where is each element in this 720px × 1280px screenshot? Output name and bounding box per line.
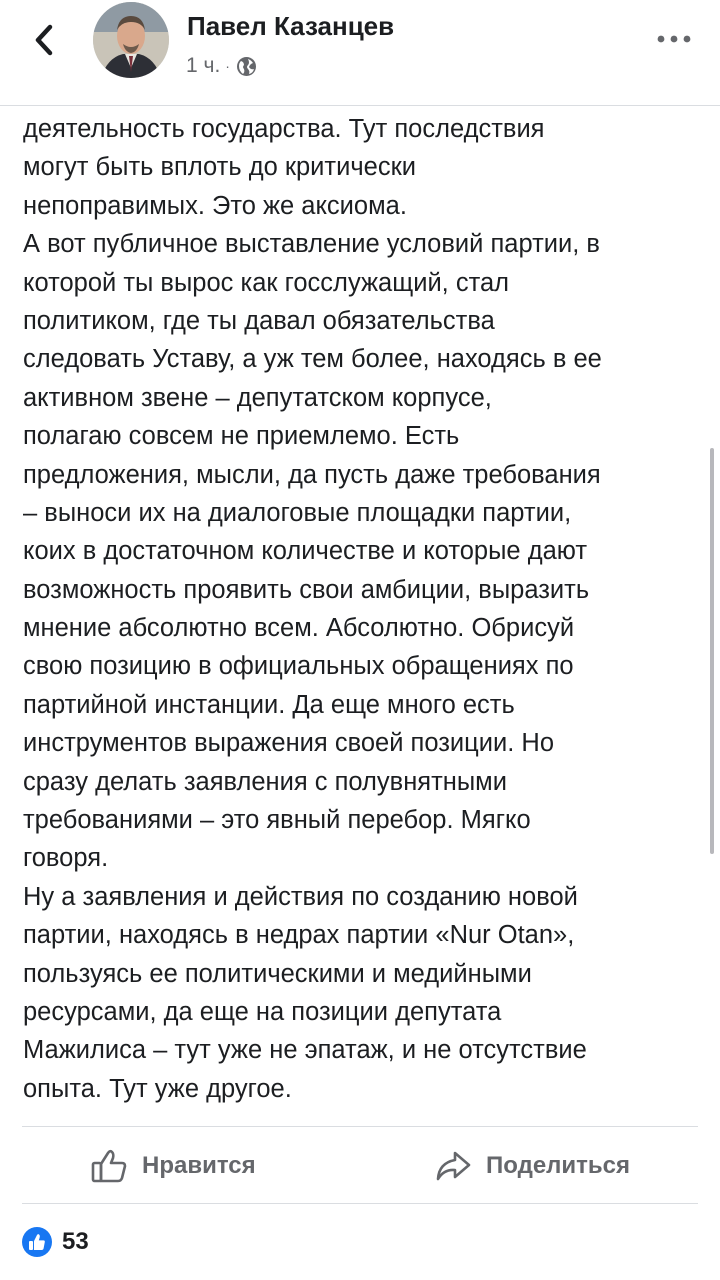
post-text-line: возможность проявить свои амбиции, выразить	[23, 575, 590, 604]
post-text-line: инструментов выражения своей позиции. Но	[23, 729, 555, 758]
more-options-button[interactable]	[654, 28, 694, 50]
post-text-line: требованиями – это явный перебор. Мягко	[23, 806, 531, 835]
post-text	[23, 110, 703, 1108]
post-header	[0, 0, 720, 106]
chevron-left-icon	[30, 22, 60, 58]
share-arrow-icon	[434, 1147, 472, 1185]
globe-icon	[236, 56, 257, 77]
post-text-line: предложения, мысли, да пусть даже требования	[23, 460, 601, 489]
author-avatar[interactable]	[93, 2, 169, 78]
post-text-line: ресурсами, да еще на позиции депутата	[23, 997, 502, 1026]
post-text-line: коих в достаточном количестве и которые дают	[23, 537, 588, 566]
actions-bottom-divider	[22, 1203, 698, 1204]
actions-top-divider	[22, 1126, 698, 1127]
back-button[interactable]	[30, 22, 60, 58]
post-text-line: пользуясь ее политическими и медийными	[23, 959, 532, 988]
post-text-line: – выноси их на диалоговые площадки партии,	[23, 498, 572, 527]
post-text-line: партийной инстанции. Да еще много есть	[23, 690, 515, 719]
post-text-line: партии, находясь в недрах партии «Nur Otan»,	[23, 921, 575, 950]
post-text-line: Мажилиса – тут уже не эпатаж, и не отсутствие	[23, 1036, 587, 1065]
post-text-line: свою позицию в официальных обращениях по	[23, 652, 574, 681]
post-text-line: говоря.	[23, 844, 109, 873]
post-meta	[186, 52, 257, 80]
avatar-image	[93, 2, 169, 78]
like-label: Нравится	[142, 1152, 256, 1179]
post-text-line: следовать Уставу, а уж тем более, находясь в ее	[23, 345, 602, 374]
reaction-count: 53	[62, 1228, 89, 1255]
scrollbar[interactable]	[710, 448, 714, 854]
post-text-line: политиком, где ты давал обязательства	[23, 306, 495, 335]
post-text-line: могут быть вплоть до критически	[23, 153, 416, 182]
post-text-line: сразу делать заявления с полувнятными	[23, 767, 507, 796]
post-time[interactable]: 1 ч.	[186, 54, 221, 77]
post-text-line: Ну а заявления и действия по созданию новой	[23, 882, 578, 911]
post-text-line: активном звене – депутатском корпусе,	[23, 383, 492, 412]
share-button[interactable]	[434, 1140, 630, 1192]
more-horizontal-icon	[654, 28, 694, 50]
author-name[interactable]: Павел Казанцев	[187, 11, 395, 41]
post-text-line: опыта. Тут уже другое.	[23, 1074, 292, 1103]
post-text-line: деятельность государства. Тут последствия	[23, 115, 545, 143]
thumbs-up-icon	[90, 1147, 128, 1185]
post-text-line: полагаю совсем не приемлемо. Есть	[23, 422, 460, 451]
like-button[interactable]	[90, 1140, 256, 1192]
reactions-summary[interactable]	[22, 1224, 89, 1260]
like-reaction-icon	[22, 1227, 52, 1257]
post-text-line: А вот публичное выставление условий партии, в	[23, 230, 600, 259]
post-text-line: непоправимых. Это же аксиома.	[23, 191, 407, 220]
share-label: Поделиться	[486, 1152, 631, 1179]
meta-separator: ·	[225, 58, 230, 74]
post-text-line: которой ты вырос как госслужащий, стал	[23, 268, 510, 297]
post-text-line: мнение абсолютно всем. Абсолютно. Обрисуй	[23, 614, 575, 643]
